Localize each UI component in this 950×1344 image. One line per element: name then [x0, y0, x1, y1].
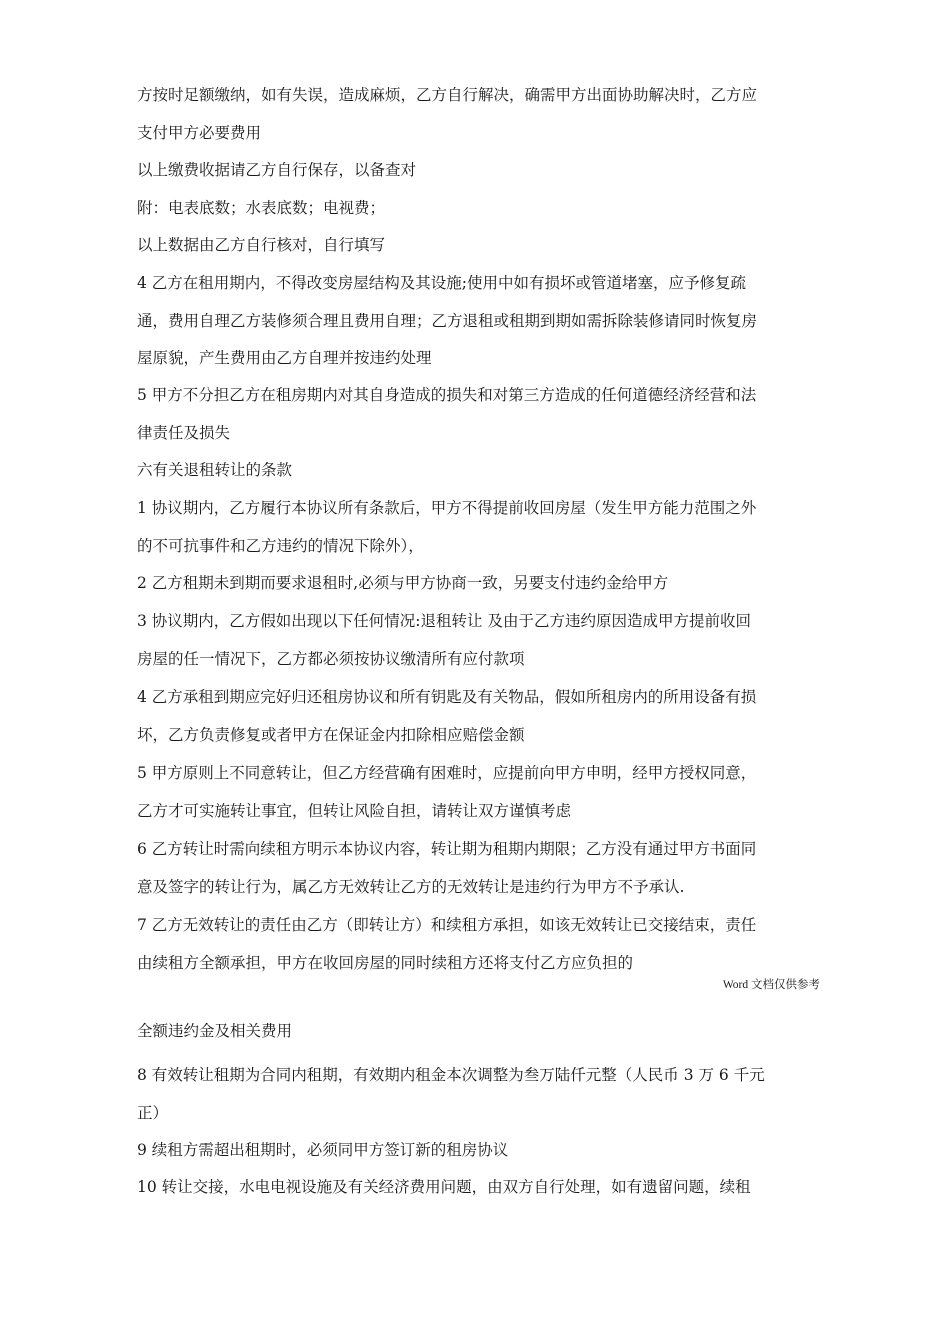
text-line: 方按时足额缴纳，如有失误，造成麻烦，乙方自行解决，确需甲方出面协助解决时，乙方应 — [137, 86, 758, 104]
paragraph — [137, 755, 820, 830]
paragraph — [137, 907, 820, 982]
text-line: 的不可抗事件和乙方违约的情况下除外）， — [137, 536, 424, 555]
text-line: 3 协议期内，乙方假如出现以下任何情况:退租转让 及由于乙方违约原因造成甲方提前收回 — [137, 612, 751, 630]
text-line: 9 续租方需超出租期时，必须同甲方签订新的租房协议 — [137, 1141, 509, 1159]
footer-note: Word 文档仅供参考 — [722, 979, 820, 991]
text-line: 正） — [137, 1103, 169, 1122]
text-line: 2 乙方租期未到期而要求退租时,必须与甲方协商一致，另要支付违约金给甲方 — [137, 574, 669, 592]
text-line: 六有关退租转让的条款 — [137, 461, 293, 479]
paragraph — [137, 565, 820, 603]
paragraph — [137, 603, 820, 678]
text-line: 坏，乙方负责修复或者甲方在保证金内扣除相应赔偿金额 — [137, 725, 525, 744]
text-line: 附：电表底数；水表底数；电视费； — [137, 199, 386, 217]
text-line: 4 乙方在租用期内，不得改变房屋结构及其设施;使用中如有损坏或管道堵塞，应予修复疏 — [137, 274, 747, 292]
text-line: 10 转让交接，水电电视设施及有关经济费用问题，由双方自行处理，如有遗留问题，续租 — [137, 1178, 751, 1196]
text-line: 5 甲方原则上不同意转让，但乙方经营确有困难时，应提前向甲方申明，经甲方授权同意， — [137, 764, 757, 782]
paragraph — [137, 77, 820, 152]
paragraph — [137, 227, 820, 265]
paragraph — [137, 1169, 820, 1207]
section-heading — [137, 452, 820, 490]
text-line: 通，费用自理乙方装修须合理且费用自理；乙方退租或租期到期如需拆除装修请同时恢复房 — [137, 311, 758, 330]
paragraph — [137, 377, 820, 452]
text-line: 屋原貌，产生费用由乙方自理并按违约处理 — [137, 349, 432, 367]
paragraph — [137, 831, 820, 906]
text-line: 意及签字的转让行为，属乙方无效转让乙方的无效转让是违约行为甲方不予承认. — [137, 877, 685, 896]
text-line: 房屋的任一情况下，乙方都必须按协议缴清所有应付款项 — [137, 649, 525, 668]
text-line: 4 乙方承租到期应完好归还租房协议和所有钥匙及有关物品，假如所租房内的所用设备有损 — [137, 688, 757, 706]
text-line: 8 有效转让租期为合同内租期，有效期内租金本次调整为叁万陆仟元整（人民币 3 万 6 千元 — [137, 1066, 765, 1084]
text-line: 律责任及损失 — [137, 423, 231, 442]
text-line: 1 协议期内，乙方履行本协议所有条款后，甲方不得提前收回房屋（发生甲方能力范围之外 — [137, 499, 757, 517]
text-line: 以上数据由乙方自行核对，自行填写 — [137, 236, 386, 254]
text-line: 7 乙方无效转让的责任由乙方（即转让方）和续租方承担，如该无效转让已交接结束，责任 — [137, 916, 757, 934]
text-line: 以上缴费收据请乙方自行保存，以备查对 — [137, 161, 417, 179]
paragraph — [137, 679, 820, 754]
text-line: 全额违约金及相关费用 — [137, 1022, 293, 1040]
text-line: 由续租方全额承担，甲方在收回房屋的同时续租方还将支付乙方应负担的 — [137, 953, 634, 972]
paragraph — [137, 152, 820, 190]
paragraph — [137, 1013, 820, 1051]
paragraph — [137, 1132, 820, 1170]
text-line: 乙方才可实施转让事宜，但转让风险自担，请转让双方谨慎考虑 — [137, 801, 572, 820]
paragraph — [137, 190, 820, 228]
paragraph — [137, 490, 820, 565]
paragraph — [137, 265, 820, 378]
text-line: 6 乙方转让时需向续租方明示本协议内容，转让期为租期内期限；乙方没有通过甲方书面同 — [137, 840, 757, 858]
paragraph — [137, 1057, 820, 1132]
text-line: 5 甲方不分担乙方在租房期内对其自身造成的损失和对第三方造成的任何道德经济经营和法 — [137, 386, 757, 404]
text-line: 支付甲方必要费用 — [137, 123, 262, 142]
